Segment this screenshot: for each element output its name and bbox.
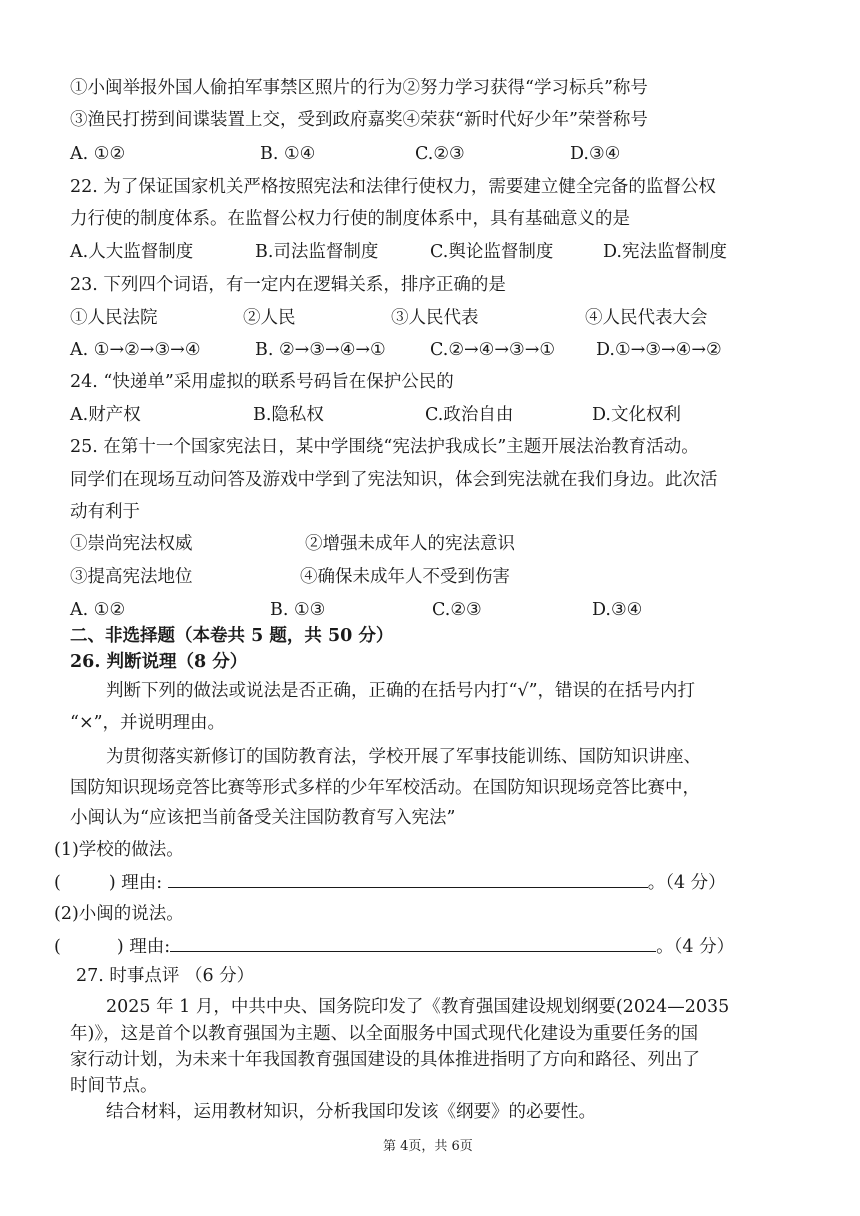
q21-option-a: A. ①②: [70, 144, 126, 164]
q27-material-line-1: 2025 年 1 月，中共中央、国务院印发了《教育强国建设规划纲要(2024—2035: [106, 997, 730, 1017]
q26-answer-row-1: [54, 869, 726, 895]
q26-instruction-line-1: 判断下列的做法或说法是否正确，正确的在括号内打“√”，错误的在括号内打: [106, 681, 696, 701]
q25-item-2: ②增强未成年人的宪法意识: [305, 534, 515, 554]
q25-stem-line-2: 同学们在现场互动问答及游戏中学到了宪法知识，体会到宪法就在我们身边。此次活: [70, 470, 718, 490]
q23-option-c: C.②→④→③→①: [430, 340, 556, 360]
q24-option-d: D.文化权利: [592, 405, 681, 425]
q25-stem-line-1: 25. 在第十一个国家宪法日，某中学围绕“宪法护我成长”主题开展法治教育活动。: [70, 437, 699, 457]
q26-sub-question-1: (1)学校的做法。: [54, 840, 184, 860]
q26-title: 26. 判断说理（8 分）: [70, 652, 248, 672]
q24-stem: 24. “快递单”采用虚拟的联系号码旨在保护公民的: [70, 372, 454, 392]
q21-option-d: D.③④: [570, 144, 621, 164]
answer-blank-1[interactable]: [168, 869, 648, 888]
q25-option-b: B. ①③: [270, 600, 326, 620]
q22-stem-line-2: 力行使的制度体系。在监督公权力行使的制度体系中，具有基础意义的是: [70, 209, 630, 229]
q23-item-2: ②人民: [243, 308, 296, 328]
q27-material-line-3: 家行动计划，为未来十年我国教育强国建设的具体推进指明了方向和路径、列出了: [70, 1050, 700, 1070]
q22-option-b: B.司法监督制度: [255, 242, 379, 262]
q22-stem-line-1: 22. 为了保证国家机关严格按照宪法和法律行使权力，需要建立健全完备的监督公权: [70, 177, 716, 197]
answer-blank-2[interactable]: [170, 933, 656, 952]
q24-option-c: C.政治自由: [425, 405, 514, 425]
reason-label: ) 理由:: [108, 873, 163, 893]
q26-material-line-2: 国防知识现场竞答比赛等形式多样的少年军校活动。在国防知识现场竞答比赛中，: [70, 778, 700, 798]
q21-statement-line-2: ③渔民打捞到间谍装置上交，受到政府嘉奖④荣获“新时代好少年”荣誉称号: [70, 110, 648, 130]
q25-option-d: D.③④: [592, 600, 643, 620]
q23-option-a: A. ①→②→③→④: [70, 340, 201, 360]
q22-option-a: A.人大监督制度: [70, 242, 194, 262]
q21-option-b: B. ①④: [260, 144, 316, 164]
q22-option-d: D.宪法监督制度: [603, 242, 727, 262]
q27-material-line-4: 时间节点。: [70, 1076, 158, 1096]
q25-stem-line-3: 动有利于: [70, 502, 140, 522]
answer-bracket-open: (: [54, 873, 61, 893]
reason-label: ) 理由:: [116, 937, 171, 957]
q26-material-line-1: 为贯彻落实新修订的国防教育法，学校开展了军事技能训练、国防知识讲座、: [106, 747, 701, 767]
q27-title: 27. 时事点评 （6 分）: [76, 966, 255, 986]
q25-item-4: ④确保未成年人不受到伤害: [300, 567, 510, 587]
q23-option-b: B. ②→③→④→①: [255, 340, 386, 360]
q25-item-3: ③提高宪法地位: [70, 567, 193, 587]
q21-statement-line-1: ①小闽举报外国人偷拍军事禁区照片的行为②努力学习获得“学习标兵”称号: [70, 78, 648, 98]
score-note-2: 。（4 分）: [656, 937, 735, 957]
q23-item-4: ④人民代表大会: [585, 308, 708, 328]
q27-task: 结合材料，运用教材知识，分析我国印发该《纲要》的必要性。: [106, 1102, 596, 1122]
q25-option-a: A. ①②: [70, 600, 126, 620]
q22-option-c: C.舆论监督制度: [430, 242, 554, 262]
q21-option-c: C.②③: [415, 144, 465, 164]
answer-bracket-open: (: [54, 937, 61, 957]
q23-option-d: D.①→③→④→②: [596, 340, 722, 360]
q26-instruction-line-2: “×”，并说明理由。: [70, 713, 226, 733]
score-note-1: 。（4 分）: [647, 873, 726, 893]
section-title: 二、非选择题（本卷共 5 题，共 50 分）: [70, 626, 394, 646]
q27-material-line-2: 年)》，这是首个以教育强国为主题、以全面服务中国式现代化建设为重要任务的国: [70, 1024, 699, 1044]
q23-item-3: ③人民代表: [391, 308, 479, 328]
q24-option-b: B.隐私权: [253, 405, 324, 425]
q25-option-c: C.②③: [432, 600, 482, 620]
q26-answer-row-2: [54, 933, 734, 959]
q23-stem: 23. 下列四个词语，有一定内在逻辑关系，排序正确的是: [70, 275, 506, 295]
q23-item-1: ①人民法院: [70, 308, 158, 328]
q26-sub-question-2: (2)小闽的说法。: [54, 904, 184, 924]
q26-material-line-3: 小闽认为“应该把当前备受关注国防教育写入宪法”: [70, 808, 456, 828]
page-number: 第 4页，共 6页: [383, 1139, 473, 1154]
q24-option-a: A.财产权: [70, 405, 141, 425]
q25-item-1: ①崇尚宪法权威: [70, 534, 193, 554]
